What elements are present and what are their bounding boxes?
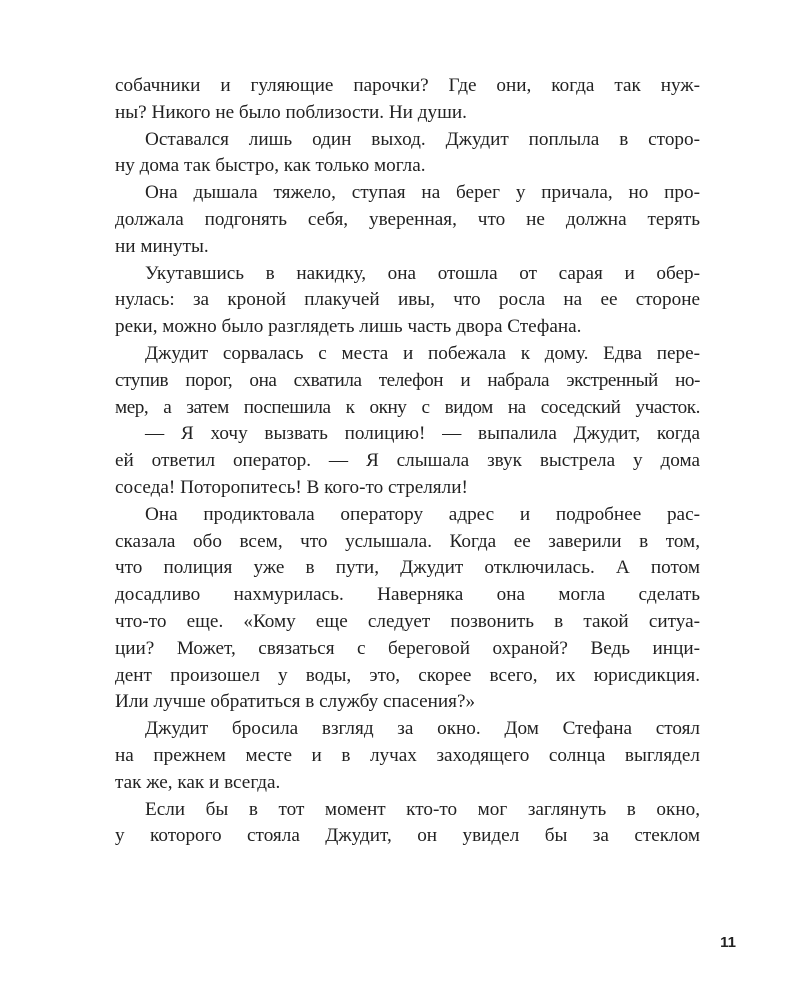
text-line: ну дома так быстро, как только могла. <box>115 155 426 177</box>
text-line: ступив порог, она схватила телефон и набрала экстренный но- <box>115 369 700 391</box>
text-line: ни минуты. <box>115 235 209 257</box>
text-line: соседа! Поторопитесь! В кого-то стреляли! <box>115 476 468 498</box>
text-line: Или лучше обратиться в службу спасения?» <box>115 691 476 713</box>
text-line: так же, как и всегда. <box>115 771 281 793</box>
text-line: — Я хочу вызвать полицию! — выпалила Джудит, когда <box>145 423 700 445</box>
text-line: что-то еще. «Кому еще следует позвонить в такой ситуа- <box>115 610 700 632</box>
text-line: досадливо нахмурилась. Наверняка она могла сделать <box>115 584 700 606</box>
text-line: нулась: за кроной плакучей ивы, что росла на ее стороне <box>115 289 700 311</box>
text-line: ции? Может, связаться с береговой охраной? Ведь инци- <box>115 637 700 659</box>
text-line: ны? Никого не было поблизости. Ни души. <box>115 101 467 123</box>
page-number: 11 <box>720 934 736 951</box>
text-line: Укутавшись в накидку, она отошла от сарая и обер- <box>145 262 700 284</box>
text-line: должала подгонять себя, уверенная, что не должна терять <box>115 208 700 230</box>
text-line: Она дышала тяжело, ступая на берег у причала, но про- <box>145 182 700 204</box>
text-line: ей ответил оператор. — Я слышала звук выстрела у дома <box>115 450 700 472</box>
text-line: Джудит сорвалась с места и побежала к дому. Едва пере- <box>145 342 700 364</box>
text-line: мер, а затем поспешила к окну с видом на соседский участок. <box>115 396 700 418</box>
text-line: Джудит бросила взгляд за окно. Дом Стефана стоял <box>145 718 700 740</box>
text-line: Если бы в тот момент кто-то мог заглянуть в окно, <box>145 798 700 820</box>
text-line: Она продиктовала оператору адрес и подробнее рас- <box>145 503 700 525</box>
text-line: реки, можно было разглядеть лишь часть двора Стефана. <box>115 316 582 338</box>
text-line: дент произошел у воды, это, скорее всего, их юрисдикция. <box>115 664 700 686</box>
text-line: собачники и гуляющие парочки? Где они, когда так нуж- <box>115 75 700 96</box>
body-text <box>115 73 700 850</box>
text-line: у которого стояла Джудит, он увидел бы за стеклом <box>115 825 700 847</box>
text-line: сказала обо всем, что услышала. Когда ее заверили в том, <box>115 530 700 552</box>
text-line: что полиция уже в пути, Джудит отключилась. А потом <box>115 557 700 579</box>
text-line: Оставался лишь один выход. Джудит поплыла в сторо- <box>145 128 700 150</box>
text-line: на прежнем месте и в лучах заходящего солнца выглядел <box>115 744 700 766</box>
